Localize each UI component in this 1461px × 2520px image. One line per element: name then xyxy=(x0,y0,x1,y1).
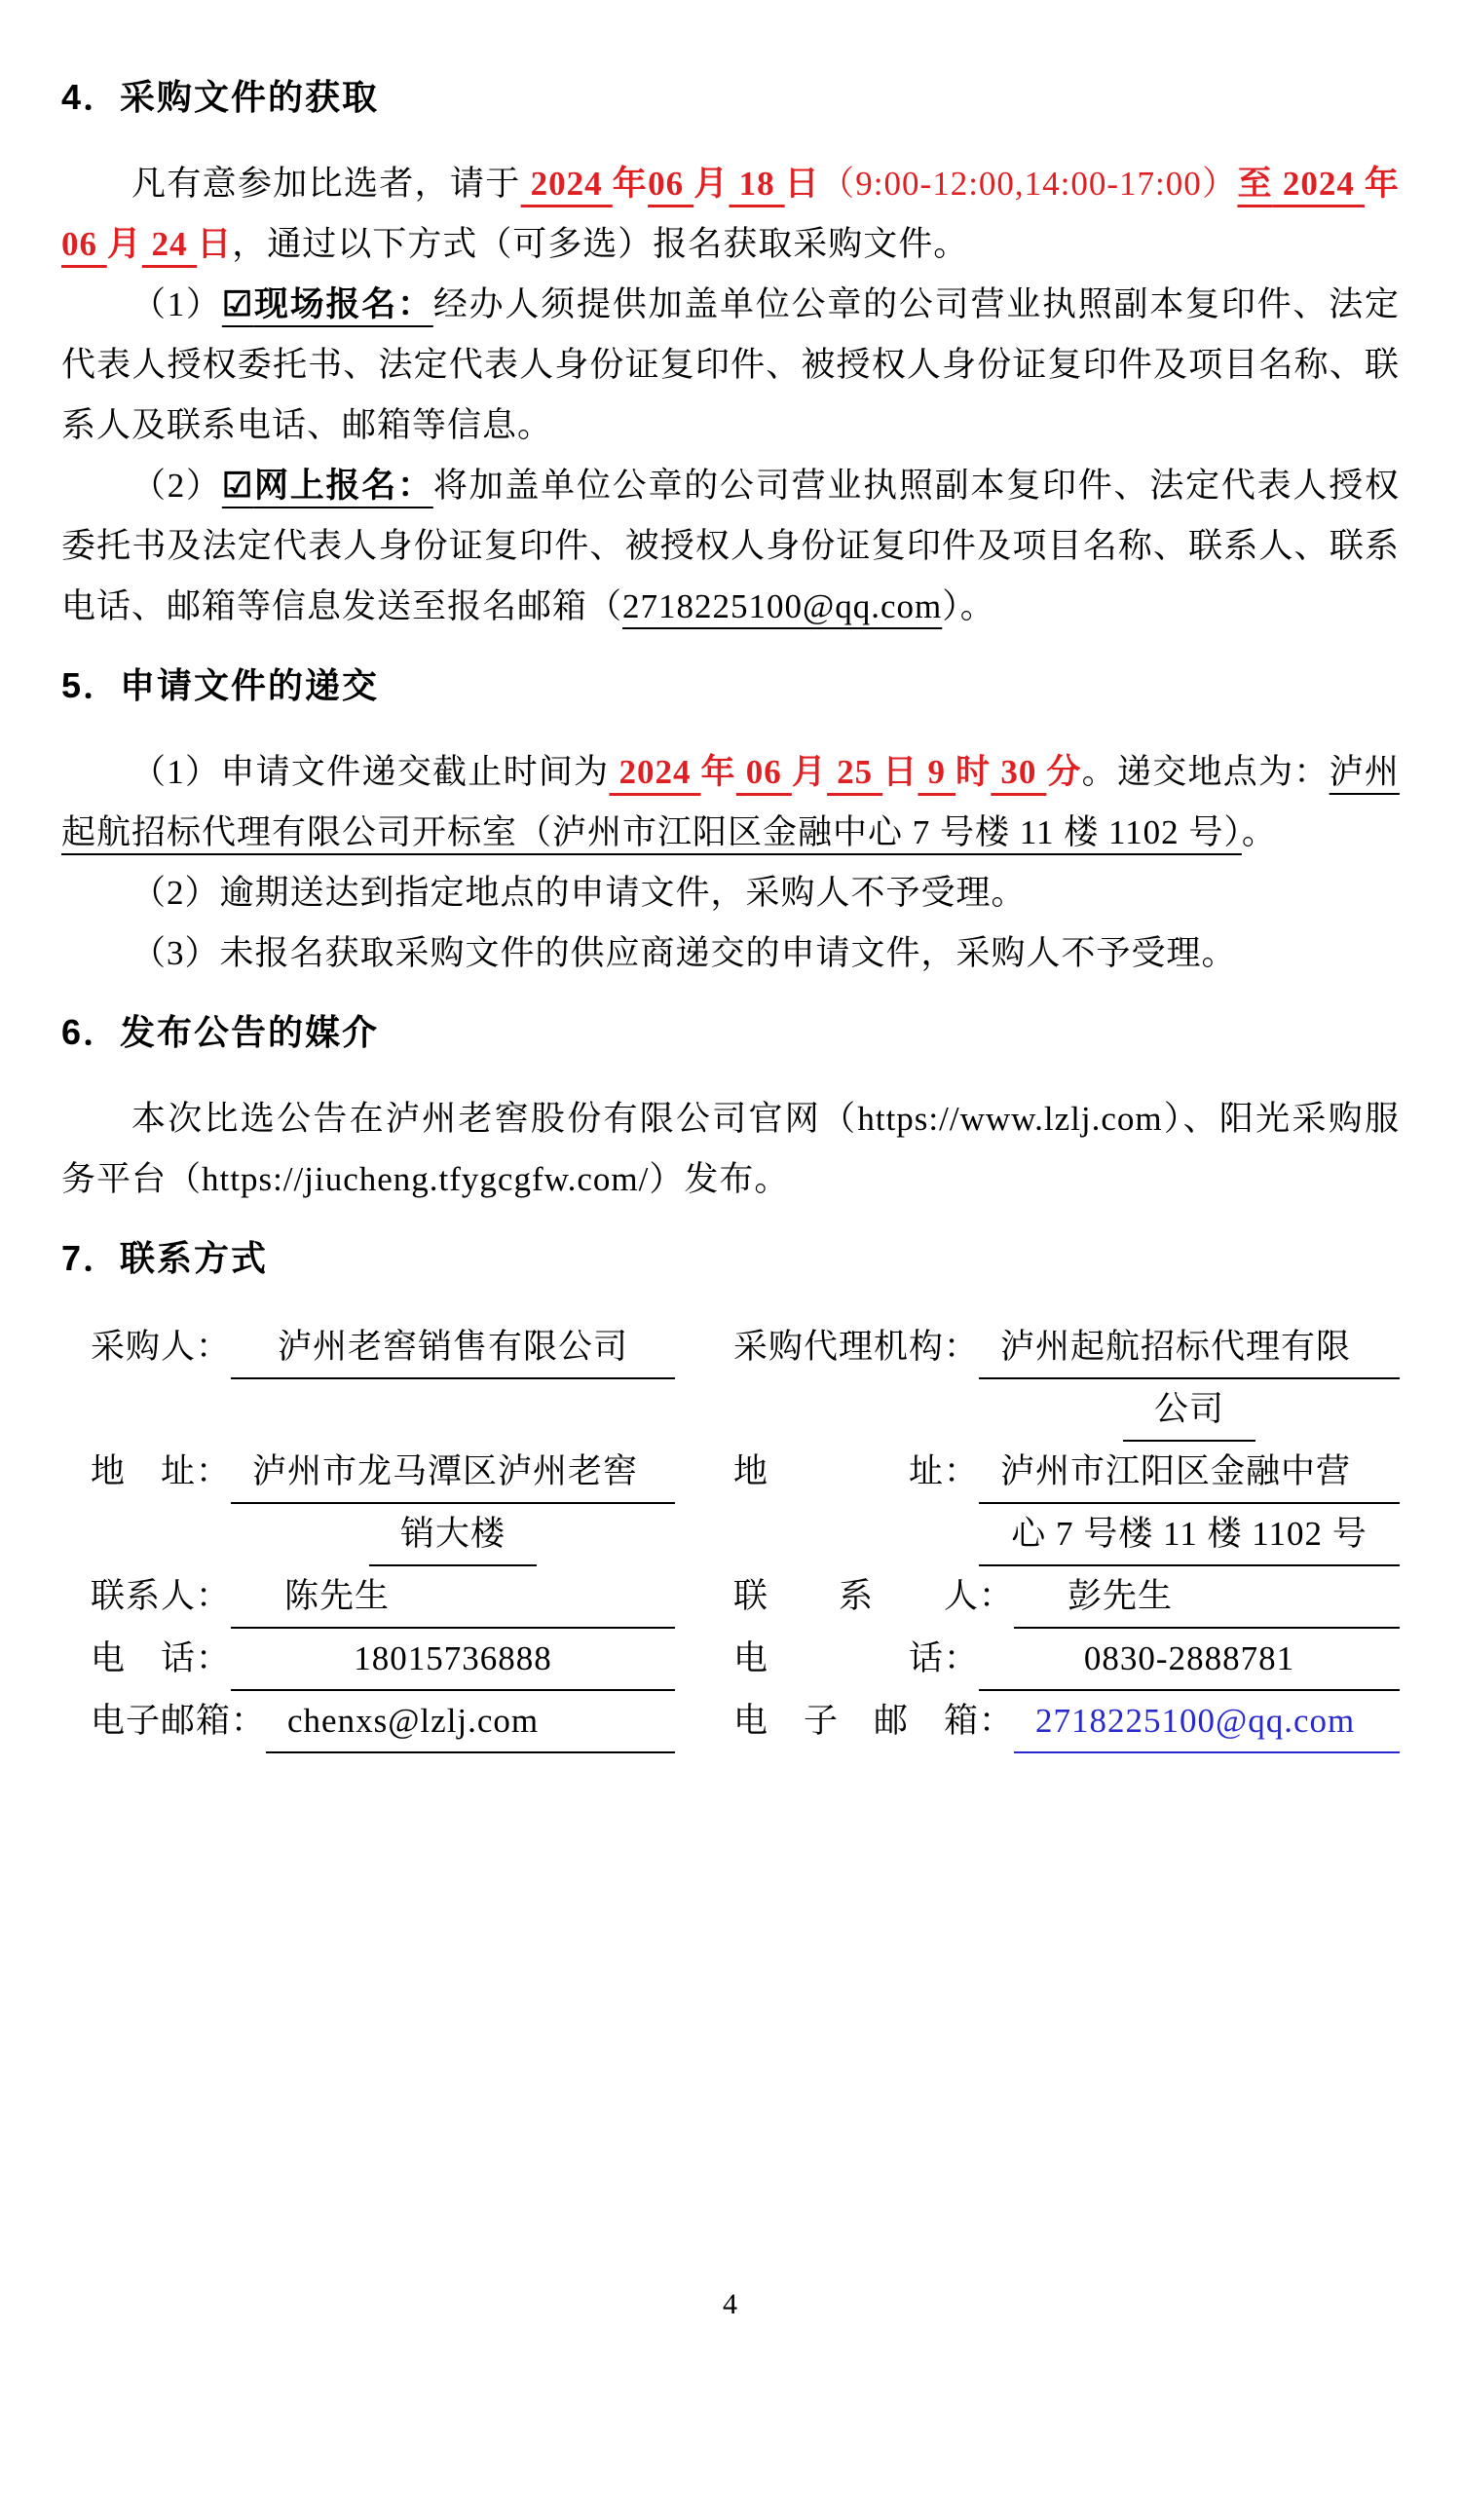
section-4-intro-paragraph xyxy=(61,154,1400,275)
purchaser-email-label: 电子邮箱： xyxy=(91,1702,267,1740)
purchaser-phone-label: 电 话： xyxy=(91,1639,232,1677)
text-run: 月 xyxy=(693,165,730,203)
purchaser-email-value: chenxs@lzlj.com xyxy=(266,1691,675,1753)
text-run: 年 xyxy=(1364,165,1400,203)
submission-address-text: 泸州起航招标代理有限公司开标室（泸州市江阳区金融中心 7 号楼 11 楼 1102 号） xyxy=(61,753,1400,851)
procurement-platform-url: https://jiucheng.tfygcgfw.com/ xyxy=(202,1160,650,1198)
agency-phone-value: 0830-2888781 xyxy=(979,1629,1400,1691)
checkbox-checked-icon: ☑ xyxy=(221,285,254,323)
text-run: （2） xyxy=(131,467,222,505)
purchaser-phone-row xyxy=(91,1629,675,1691)
agency-phone-label: 电 话： xyxy=(733,1639,980,1677)
text-run: 日 xyxy=(784,165,820,203)
text-run: 。 xyxy=(1241,813,1277,851)
purchaser-label: 采购人： xyxy=(91,1328,232,1366)
text-run: 日 xyxy=(197,225,233,263)
text-run: 月 xyxy=(791,753,828,791)
end-date-day: 24 xyxy=(141,225,198,263)
section-5-item2-paragraph: （2）逾期送达到指定地点的申请文件，采购人不予受理。 xyxy=(131,874,1027,912)
agency-address-line2: 心 7 号楼 11 楼 1102 号 xyxy=(979,1504,1400,1566)
text-run: 本次比选公告在泸州老窖股份有限公司官网（ xyxy=(131,1100,858,1138)
purchaser-address-line2: 销大楼 xyxy=(369,1504,537,1566)
purchaser-address-line1: 泸州市龙马潭区泸州老窖 xyxy=(231,1442,675,1504)
purchaser-address-label: 地 址： xyxy=(91,1452,232,1490)
agency-phone-row xyxy=(733,1629,1400,1691)
text-run: ）、阳光采购服务平台（ xyxy=(61,1100,1400,1198)
section-6-heading: 6．发布公告的媒介 xyxy=(61,1012,380,1052)
start-date-day: 18 xyxy=(729,165,785,203)
deadline-day: 25 xyxy=(827,753,883,791)
contact-info-block xyxy=(61,1317,1400,1753)
section-7-heading: 7．联系方式 xyxy=(61,1238,269,1278)
text-run: 时 xyxy=(955,753,992,791)
agency-email-row xyxy=(733,1691,1400,1753)
purchaser-contact-row xyxy=(91,1566,675,1629)
deadline-minute: 30 xyxy=(991,753,1047,791)
agency-contact-label: 联 系 人： xyxy=(733,1577,1015,1615)
agency-name-line1: 泸州起航招标代理有限 xyxy=(979,1317,1400,1379)
section-4-item2-paragraph xyxy=(61,456,1400,637)
text-run: 至 xyxy=(1237,165,1273,203)
agency-name-line2: 公司 xyxy=(1123,1379,1255,1442)
section-5-item3-paragraph: （3）未报名获取采购文件的供应商递交的申请文件，采购人不予受理。 xyxy=(131,934,1237,972)
deadline-year: 2024 xyxy=(609,753,701,791)
end-date-year: 2024 xyxy=(1272,165,1365,203)
time-window: （9:00-12:00,14:00-17:00） xyxy=(819,165,1238,203)
purchaser-row xyxy=(91,1317,675,1442)
agency-email-link[interactable]: 2718225100@qq.com xyxy=(1014,1691,1400,1753)
text-run: ）。 xyxy=(942,587,995,625)
text-run: （1） xyxy=(131,285,222,323)
text-run: ，通过以下方式（可多选）报名获取采购文件。 xyxy=(232,225,969,263)
page-number: 4 xyxy=(723,2288,738,2320)
text-run: 月 xyxy=(106,225,142,263)
text-run: 。递交地点为： xyxy=(1081,753,1330,791)
purchaser-name-value: 泸州老窖销售有限公司 xyxy=(231,1317,675,1379)
start-date-year: 2024 xyxy=(520,165,613,203)
text-run: 年 xyxy=(612,165,649,203)
section-6-paragraph xyxy=(61,1089,1400,1210)
agency-label: 采购代理机构： xyxy=(733,1328,980,1366)
agency-address-label: 地 址： xyxy=(733,1452,980,1490)
agency-contact-name: 彭先生 xyxy=(1014,1566,1400,1629)
agency-address-line1: 泸州市江阳区金融中营 xyxy=(979,1442,1400,1504)
agency-email-label: 电 子 邮 箱： xyxy=(733,1702,1015,1740)
text-run: 经办人须提供加盖单位公章的公司营业执照副本复印件、法定代表人授权委托书、法定代表人身份证复印件、被授权人身份证复印件及项目名称、联系人及联系电话、邮箱等信息。 xyxy=(61,285,1400,444)
purchaser-contact-name: 陈先生 xyxy=(231,1566,675,1629)
agency-address-row xyxy=(733,1442,1400,1566)
purchaser-phone-value: 18015736888 xyxy=(231,1629,675,1691)
purchaser-address-row xyxy=(91,1442,675,1566)
deadline-hour: 9 xyxy=(918,753,956,791)
text-run: 将加盖单位公章的公司营业执照副本复印件、法定代表人授权委托书及法定代表人身份证复印件、被授权人身份证复印件及项目名称、联系人、联系电话、邮箱等信息发送至报名邮箱（ xyxy=(61,467,1400,625)
agency-row xyxy=(733,1317,1400,1442)
agency-contact-row xyxy=(733,1566,1400,1629)
checkbox-checked-icon: ☑ xyxy=(221,467,254,505)
text-run: 分 xyxy=(1046,753,1082,791)
end-date-month: 06 xyxy=(61,225,107,263)
signup-email-text: 2718225100@qq.com xyxy=(622,587,943,625)
text-run: 凡有意参加比选者，请于 xyxy=(131,165,521,203)
purchaser-contact-label: 联系人： xyxy=(91,1577,232,1615)
section-5-heading: 5．申请文件的递交 xyxy=(61,665,380,705)
text-run: 日 xyxy=(882,753,918,791)
text-run: ）发布。 xyxy=(649,1160,790,1198)
text-run: 年 xyxy=(700,753,736,791)
section-4-heading: 4．采购文件的获取 xyxy=(61,77,380,117)
online-signup-label: 网上报名： xyxy=(253,467,433,505)
start-date-month: 06 xyxy=(648,165,694,203)
purchaser-email-row xyxy=(91,1691,675,1753)
section-5-item1-paragraph xyxy=(61,742,1400,863)
deadline-month: 06 xyxy=(735,753,792,791)
section-4-item1-paragraph xyxy=(61,275,1400,456)
onsite-signup-label: 现场报名： xyxy=(253,285,433,323)
official-website-url: https://www.lzlj.com xyxy=(857,1100,1163,1138)
text-run: （1）申请文件递交截止时间为 xyxy=(131,753,610,791)
